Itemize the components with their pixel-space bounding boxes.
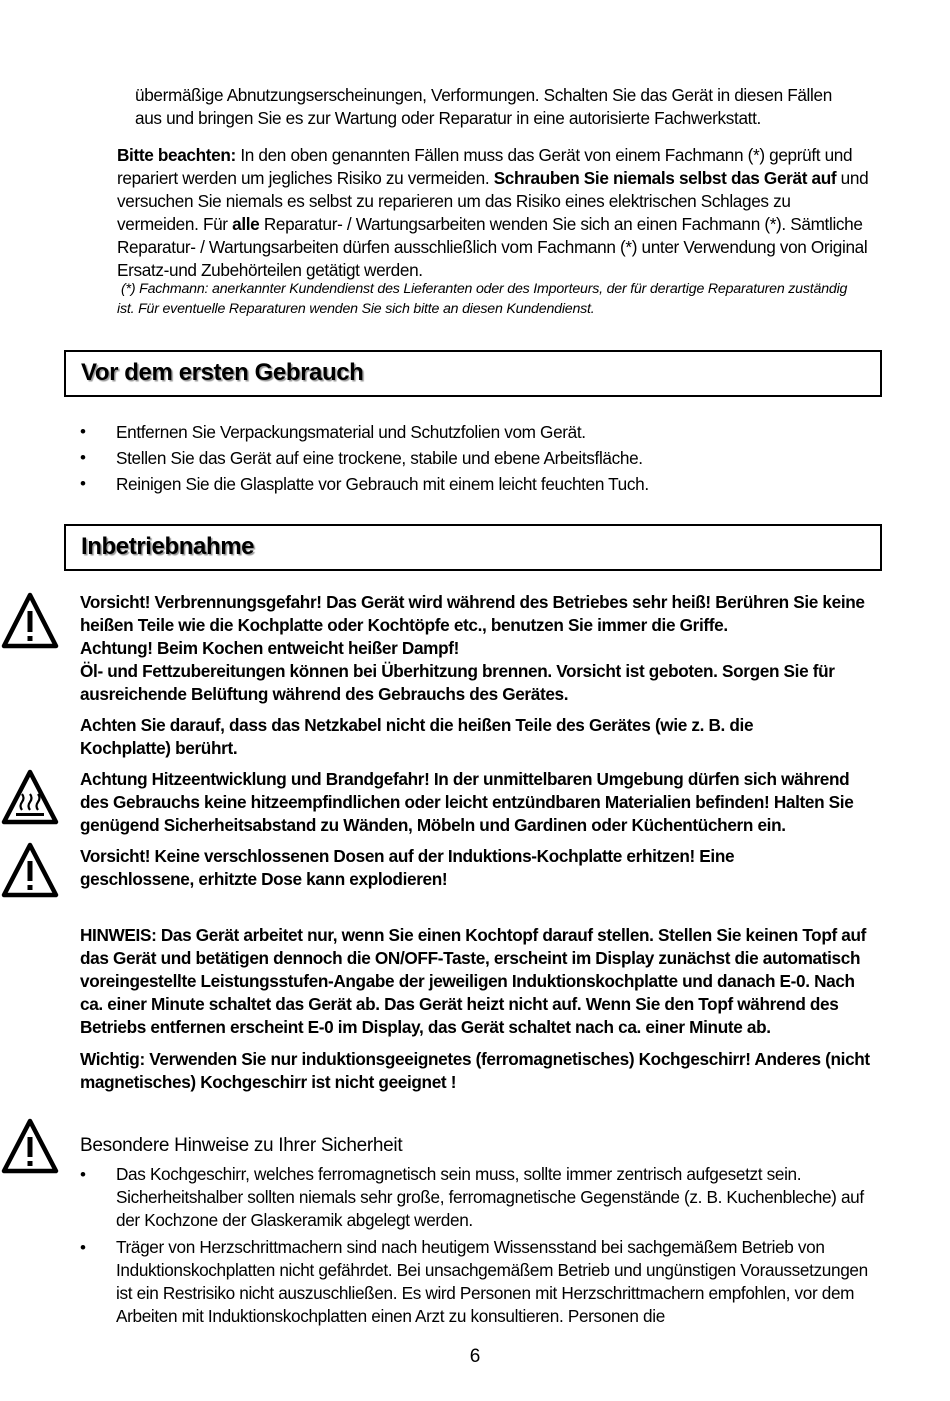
intro-line-2: aus und bringen Sie es zur Wartung oder Reparatur in eine autorisierte Fachwerkstatt.: [135, 108, 761, 128]
can-warning: Vorsicht! Keine verschlossenen Dosen auf der Induktions-Kochplatte erhitzen! Eine geschlossene, erhitzte Dose kann explodieren!: [80, 846, 735, 889]
section-heading-first-use: [64, 350, 882, 397]
warning-triangle-icon: [0, 590, 60, 652]
repair-notice-text-3: Reparatur- / Wartungsarbeiten wenden Sie sich an einen Fachmann (*). Sämtliche Reparatur- / Wartungsarbeiten dürfen ausschließlich vom Fachmann (*) unter Verwendung von Original Ersatz-und Zubehörteilen getätigt werden.: [117, 214, 868, 280]
safety-subheading: Besondere Hinweise zu Ihrer Sicherheit: [80, 1135, 403, 1156]
hot-surface-icon: [0, 768, 60, 828]
repair-notice-text-2: und versuchen Sie niemals es selbst zu reparieren um das Risiko eines elektrischen Schlages zu vermeiden. Für: [117, 168, 869, 234]
first-use-list: [64, 419, 884, 497]
steam-warning-text: Achtung! Beim Kochen entweicht heißer Dampf!: [80, 638, 459, 658]
intro-line-1: übermäßige Abnutzungserscheinungen, Verformungen. Schalten Sie das Gerät in diesen Fällen: [135, 85, 832, 105]
warning-triangle-icon: [0, 841, 60, 901]
list-item: • Das Kochgeschirr, welches ferromagnetisch sein muss, sollte immer zentrisch aufgesetzt sein. Sicherheitshalber sollten niemals sehr große, ferromagnetische Gegenstände (z. B. Kuchenbleche) auf der Kochzone der Glaskeramik abgelegt werden.: [64, 1163, 872, 1232]
page-number: 6: [469, 1346, 481, 1367]
fire-warning: Achtung Hitzeentwicklung und Brandgefahr! In der unmittelbaren Umgebung dürfen sich während des Gebrauchs keine hitzeempfindlichen oder leicht entzündbaren Materialien befinden! Halten Sie genügend Sicherheitsabstand zu Wänden, Möbeln und Gardinen oder Küchentüchern ein.: [80, 769, 854, 835]
section-title-first-use: Vor dem ersten Gebrauch: [81, 359, 364, 386]
repair-notice-label: Bitte beachten:: [117, 145, 236, 165]
warning-triangle-icon: [0, 1117, 60, 1177]
burn-warning-text: Vorsicht! Verbrennungsgefahr! Das Gerät wird während des Betriebes sehr heiß! Berühren Sie keine heißen Teile wie die Kochplatte oder Kochtöpfe etc., benutzen Sie immer die Griffe.: [80, 592, 865, 635]
wichtig-note: Wichtig: Verwenden Sie nur induktionsgeeignetes (ferromagnetisches) Kochgeschirr! Anderes (nicht magnetisches) Kochgeschirr ist nicht geeignet !: [80, 1049, 870, 1092]
cable-warning: Achten Sie darauf, dass das Netzkabel nicht die heißen Teile des Gerätes (wie z. B. die Kochplatte) berührt.: [80, 715, 754, 758]
list-item: • Träger von Herzschrittmachern sind nach heutigem Wissensstand bei sachgemäßem Betrieb von Induktionskochplatten nicht gefährdet. Bei unsachgemäßem Betrieb und ungünstigen Voraussetzungen ist ein Restrisiko nicht auszuschließen. Es wird Personen mit Herzschrittmachern empfohlen, vor dem Arbeiten mit Induktionskochplatten einen Arzt zu konsultieren. Personen die: [64, 1236, 872, 1328]
intro-continuation: [135, 84, 895, 130]
repair-notice-bold-2: alle: [232, 214, 260, 234]
safety-list: [64, 1163, 872, 1328]
section-heading-operation: [64, 524, 882, 571]
section-title-operation: Inbetriebnahme: [81, 533, 255, 560]
repair-notice: [117, 144, 872, 282]
list-item: • Reinigen Sie die Glasplatte vor Gebrauch mit einem leicht feuchten Tuch.: [64, 471, 884, 497]
repair-notice-bold: Schrauben Sie niemals selbst das Gerät auf: [493, 168, 837, 188]
hinweis-note: HINWEIS: Das Gerät arbeitet nur, wenn Sie einen Kochtopf darauf stellen. Stellen Sie keinen Topf auf das Gerät und betätigen dennoch die ON/OFF-Taste, erscheint im Display zunächst die automatisch voreingestellte Leistungsstufen-Angabe der jeweiligen Induktionskochplatte und danach E-0. Nach ca. einer Minute schaltet das Gerät ab. Das Gerät heizt nicht auf. Wenn Sie den Topf während des Betriebs entfernen erscheint E-0 im Display, das Gerät schaltet nach ca. einer Minute ab.: [80, 925, 867, 1037]
repair-notice-text-1: In den oben genannten Fällen muss das Gerät von einem Fachmann (*) geprüft und repariert werden um jegliches Risiko zu vermeiden.: [117, 145, 853, 188]
footnote: (*) Fachmann: anerkannter Kundendienst des Lieferanten oder des Importeurs, der für derartige Reparaturen zuständig ist. Für eventuelle Reparaturen wenden Sie sich bitte an diesen Kundendienst.: [117, 281, 848, 317]
list-item: • Entfernen Sie Verpackungsmaterial und Schutzfolien vom Gerät.: [64, 419, 884, 445]
oil-warning-text: Öl- und Fettzubereitungen können bei Überhitzung brennen. Vorsicht ist geboten. Sorgen Sie für ausreichende Belüftung während des Gebrauchs des Gerätes.: [80, 661, 835, 704]
burn-warning: [80, 591, 870, 706]
list-item: • Stellen Sie das Gerät auf eine trockene, stabile und ebene Arbeitsfläche.: [64, 445, 884, 471]
